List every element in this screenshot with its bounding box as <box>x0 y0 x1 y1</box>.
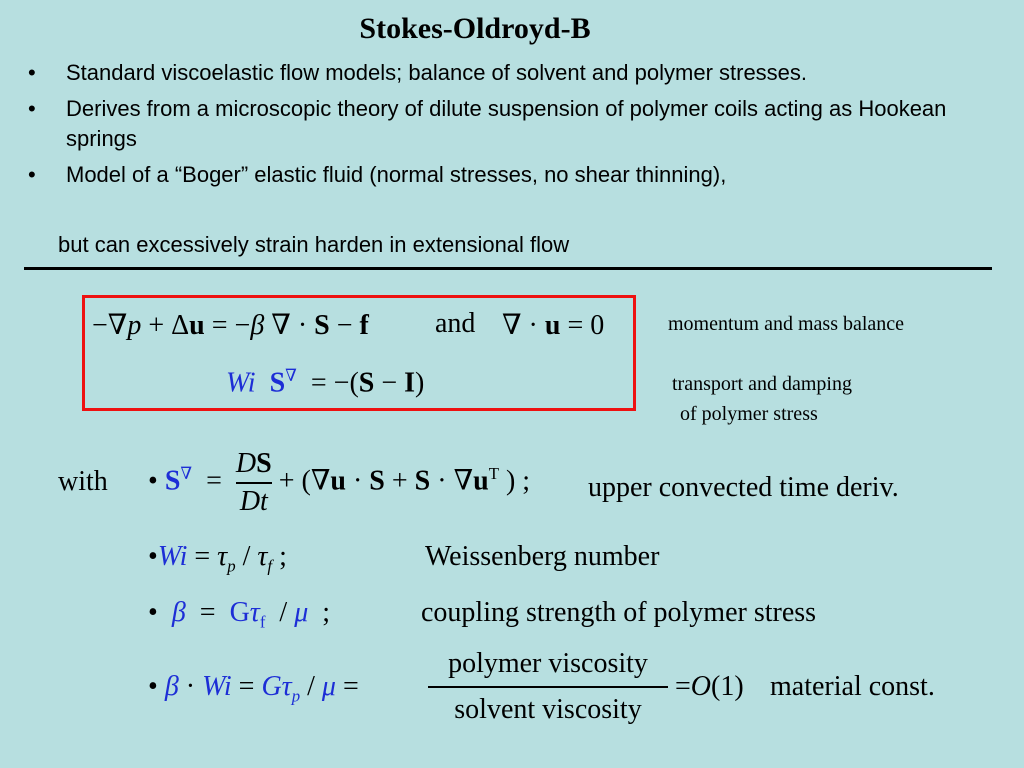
with-label: with <box>58 466 108 497</box>
bullet-continuation: but can excessively strain harden in extensional flow <box>58 232 570 257</box>
beta-wi-equation: • $\beta \cdot Wi = G\tau_p / \mu$ = <box>148 671 359 706</box>
wi-label: Weissenberg number <box>425 541 660 572</box>
ucd-label: upper convected time deriv. <box>588 472 899 503</box>
bullet-item: • Model of a “Boger” elastic fluid (normal stresses, no shear thinning), <box>26 160 986 190</box>
momentum-equation: −∇p + Δu = −β ∇ · S − f <box>92 310 369 341</box>
note-transport-2: of polymer stress <box>680 403 818 425</box>
note-transport-1: transport and damping <box>672 373 852 395</box>
wi-equation: •Wi = $\tau_p / \tau_f$ ; <box>148 541 287 576</box>
beta-equation: • $\beta = G\tau_f / \mu$ ; <box>148 597 331 632</box>
transport-equation: Wi S∇ = −(S − I) <box>226 366 425 399</box>
frac-denominator: solvent viscosity <box>454 694 642 725</box>
note-momentum: momentum and mass balance <box>668 313 905 335</box>
beta-label: coupling strength of polymer stress <box>421 597 817 628</box>
frac-numerator: polymer viscosity <box>448 648 648 679</box>
order-one: =O(1) <box>675 671 744 702</box>
viscosity-fraction <box>428 648 668 726</box>
and-word: and <box>435 308 476 339</box>
bullet-item: • Derives from a microscopic theory of dilute suspension of polymer coils acting as Hookean springs <box>26 94 986 154</box>
ucd-equation: • S∇ = $\frac{DS}{Dt}$ + ($\nabla u \cdot S + S \cdot \nabla u^T$ ) ; <box>148 448 531 517</box>
material-label: material const. <box>770 671 935 702</box>
mass-equation: ∇ · u = 0 <box>502 310 605 341</box>
bullet-list <box>26 58 986 196</box>
divider-line <box>24 267 992 270</box>
slide-title: Stokes-Oldroyd-B <box>359 12 591 45</box>
ucd-fraction: $\frac{DS}{Dt}$ <box>235 448 272 517</box>
bullet-item: • Standard viscoelastic flow models; balance of solvent and polymer stresses. <box>26 58 986 88</box>
